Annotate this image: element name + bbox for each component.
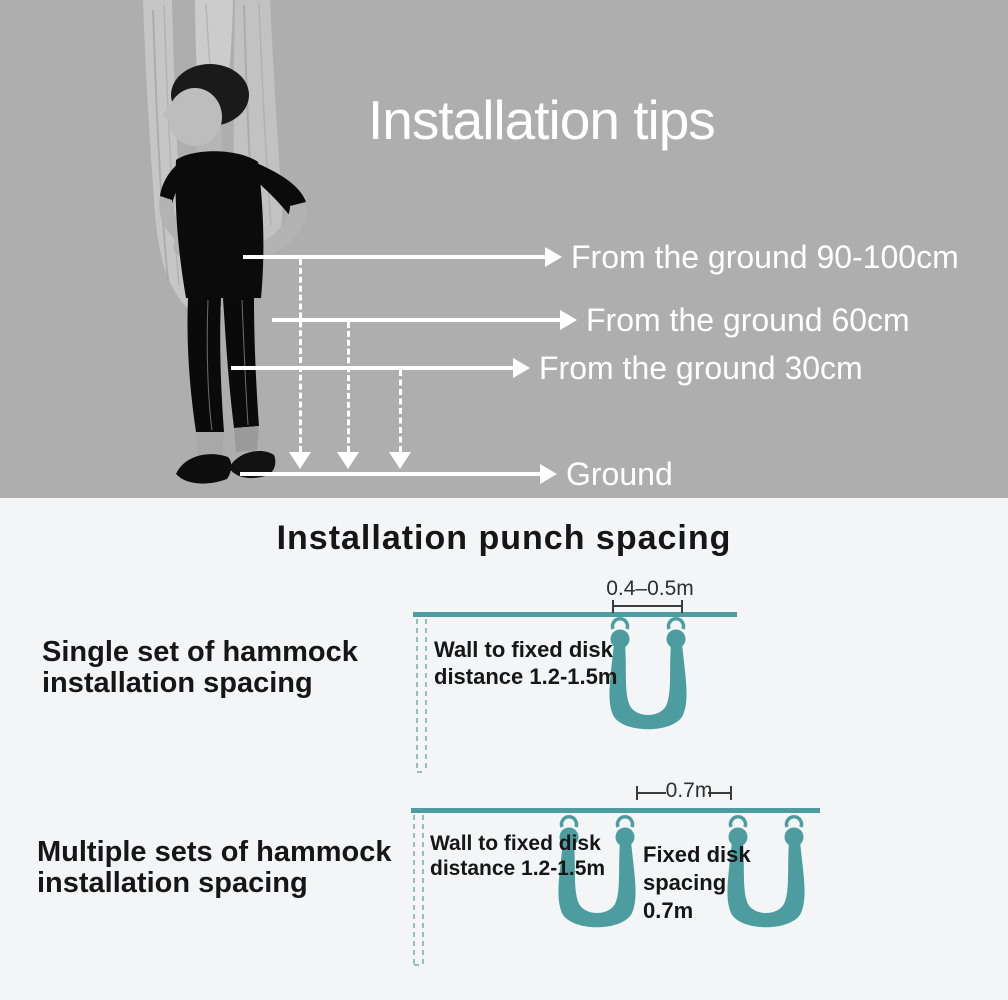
fixed-disk-note-line3: 0.7m [643,898,694,923]
measure-label: From the ground 30cm [539,350,863,386]
disk-spacing-value: 0.4–0.5m [606,577,694,600]
multiple-sets-label [37,837,392,899]
fixed-disk-note-line1: Fixed disk [643,842,751,867]
wall-distance-note [434,636,617,690]
fixed-disk-note-line2: spacing [643,870,727,895]
wall-distance-line1: Wall to fixed disk [430,832,601,855]
arrow-down-icon [289,452,311,469]
measure-line [272,318,560,322]
wall-distance-line2: distance 1.2-1.5m [434,664,618,689]
wall-dashed-line [414,815,423,965]
measure-row-30cm [231,348,863,388]
measure-row-60cm [272,300,910,340]
arrow-right-icon [513,358,530,378]
spacing-bracket [613,600,682,613]
measure-row-90-100cm [243,237,959,277]
disk-spacing-value: 0.7m [665,779,713,802]
ceiling-line [413,612,737,617]
hook-ring-icon [613,619,684,629]
wall-distance-line2: distance 1.2-1.5m [430,857,606,880]
measure-label: From the ground 60cm [586,302,910,338]
measure-line [243,255,545,259]
installation-tips-section [0,0,1008,498]
measure-label: Ground [566,456,673,492]
arrow-down-icon [337,452,359,469]
dashed-drop-line [347,322,350,452]
ceiling-line [411,808,820,813]
page-title: Installation tips [368,89,715,151]
measure-line [240,472,540,476]
fixed-disk-spacing-note [643,841,751,925]
multiple-sets-label-line1: Multiple sets of hammock [37,836,392,868]
wall-distance-note [430,831,605,881]
measure-line [231,366,513,370]
measure-label: From the ground 90-100cm [571,239,959,275]
single-set-label-line2: installation spacing [42,667,313,699]
arrow-down-icon [389,452,411,469]
wall-distance-line1: Wall to fixed disk [434,637,613,662]
section-title: Installation punch spacing [276,519,732,557]
multiple-sets-label-line2: installation spacing [37,867,308,899]
dashed-drop-line [299,259,302,452]
hammock-sling [609,643,686,729]
dashed-drop-line [399,370,402,452]
arrow-right-icon [560,310,577,330]
arrow-right-icon [540,464,557,484]
hook-ring-icon [562,817,802,827]
arrow-right-icon [545,247,562,267]
single-set-label [42,637,358,699]
wall-dashed-line [417,619,426,772]
single-set-label-line1: Single set of hammock [42,636,358,668]
